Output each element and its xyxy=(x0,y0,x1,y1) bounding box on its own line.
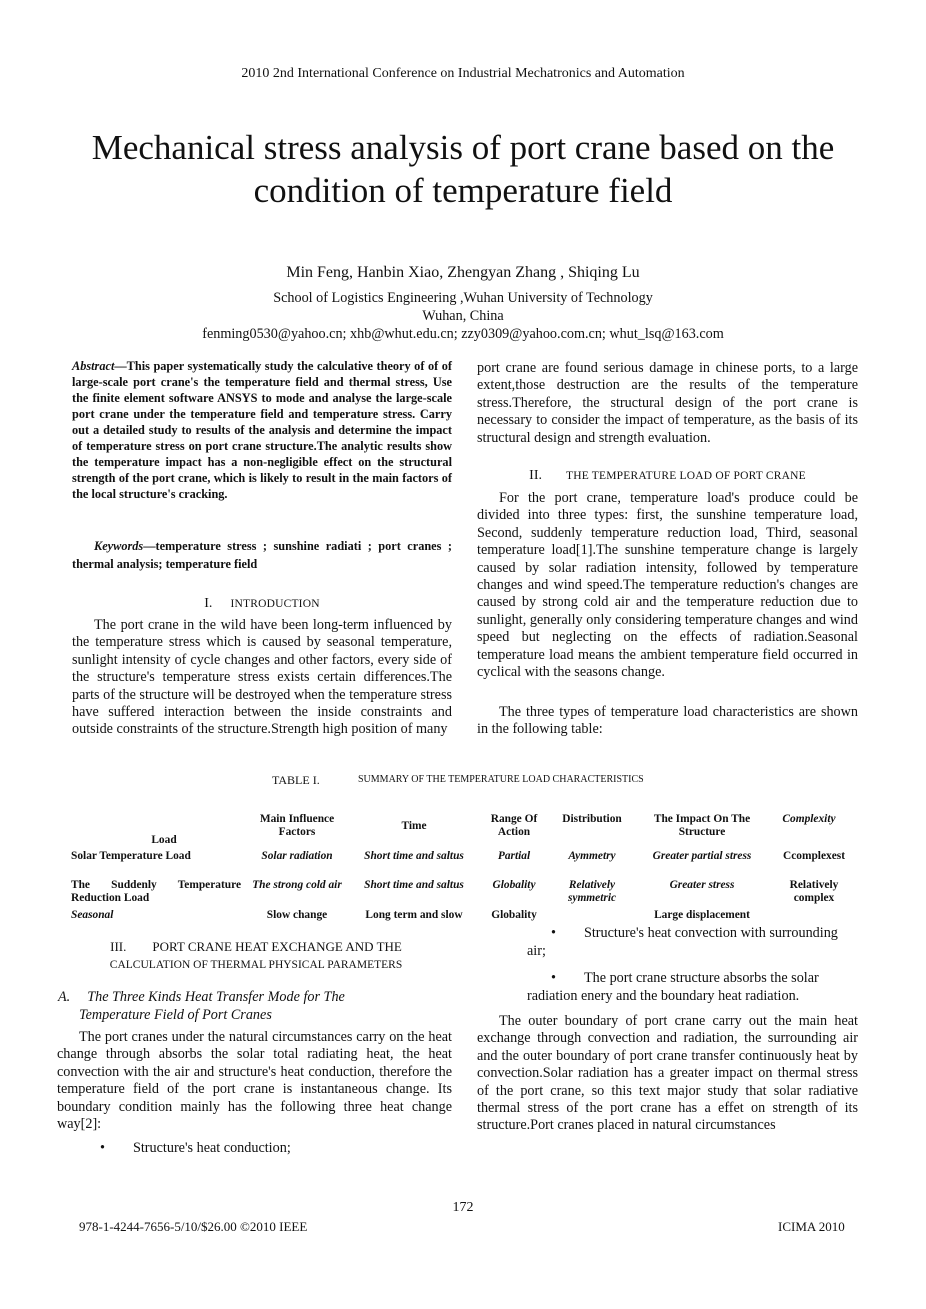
bullet-icon: • xyxy=(551,925,556,941)
title-line-2: condition of temperature field xyxy=(253,171,673,210)
author-list: Min Feng, Hanbin Xiao, Zhengyan Zhang , Shiqing Lu xyxy=(286,264,640,281)
section-heading-heat-exchange xyxy=(56,937,456,975)
header-range-of-action xyxy=(469,813,559,839)
bullet-text: The port crane structure absorbs the solar xyxy=(583,970,819,986)
bullet-item-2 xyxy=(527,925,872,960)
row2-distribution xyxy=(547,879,637,905)
row2-distribution-line1: Relatively xyxy=(568,879,616,891)
section3-paragraph-2: The outer boundary of port crane carry out the main heat exchange through convection and radiation, the surrounding air and the outer boundary of port crane transfer continuously heat by convection.Solar radiation has a greater impact on thermal stress of the port crane, so this text major study that solar radiative thermal stress of the port crane has a effet on strength of its structure.Port cranes placed in natural circumstances xyxy=(477,1013,858,1134)
introduction-continued: port crane are found serious damage in chinese ports, to a large extent,those destruction are the results of the temperature stress.Therefore, the structural design of the port crane is necessary to consider the impact of temperature, as the basis of its structural design and strength evaluation. xyxy=(477,360,858,446)
row3-impact: Large displacement xyxy=(654,909,750,921)
bullet-text: Structure's heat conduction; xyxy=(132,1140,291,1156)
row2-complexity-line2: complex xyxy=(793,892,835,904)
section-title: THE TEMPERATURE LOAD OF PORT CRANE xyxy=(565,470,806,482)
row2-load-line1: The Suddenly Temperature xyxy=(71,879,241,891)
bullet-text-cont: air; xyxy=(527,943,546,959)
row2-complexity-line1: Relatively xyxy=(789,879,839,891)
header-complexity: Complexity xyxy=(782,813,836,825)
section3-heading-line2: CALCULATION OF THERMAL PHYSICAL PARAMETERS xyxy=(109,959,403,971)
row1-range: Partial xyxy=(497,850,531,862)
table-caption xyxy=(272,773,644,788)
row1-complexity: Ccomplexest xyxy=(783,850,845,862)
row2-load-line2: Reduction Load xyxy=(71,892,150,904)
introduction-paragraph: The port crane in the wild have been long-term influenced by the temperature stress which is caused by seasonal temperature, sunlight intensity of cycle changes and other factors, every side of the structure's temperature stress exists certain differences.The parts of the structure will be destroyed when the temperature stress have suffered interaction between the inside constraints and outside constraints of the structure.Strength high position of many xyxy=(72,617,452,738)
header-impact xyxy=(637,813,767,839)
abstract xyxy=(72,358,452,502)
header-load: Load xyxy=(151,834,177,846)
keywords xyxy=(72,537,452,573)
section-number: II. xyxy=(529,468,542,483)
header-text: Factors xyxy=(278,826,316,838)
abstract-text: —This paper systematically study the calculative theory of of of large-scale port crane's the temperature field and thermal stress, Use the finite element software ANSYS to mode and analyse the large-scale port crane under the temperature field and temperature stress. Carry out a detailed study to results of the analysis and determine the impact of temperature stress on port crane structure.The analytic results show the temperature impact has a non-negligible effect on the structural strength of the port crane, which is likely to result in the main factors of the local structure's cracking. xyxy=(72,359,452,501)
row3-factors: Slow change xyxy=(266,909,328,921)
row1-impact: Greater partial stress xyxy=(652,850,752,862)
row2-load xyxy=(71,879,241,905)
bullet-icon: • xyxy=(100,1140,105,1156)
header-text: Range Of xyxy=(490,813,538,825)
subsection-title-line1: The Three Kinds Heat Transfer Mode for The xyxy=(87,989,345,1005)
keywords-text: —temperature stress ; sunshine radiati ; port cranes ; thermal analysis; temperature field xyxy=(72,539,452,571)
header-distribution: Distribution xyxy=(562,813,622,825)
bullet-item-1 xyxy=(100,1140,291,1157)
row3-time: Long term and slow xyxy=(365,909,463,921)
row3-load: Seasonal xyxy=(71,909,114,921)
row2-time: Short time and saltus xyxy=(364,879,464,891)
header-main-influence xyxy=(237,813,357,839)
row2-distribution-line2: symmetric xyxy=(567,892,617,904)
section3-paragraph-1: The port cranes under the natural circumstances carry on the heat change through absorbs the solar total radiating heat, the heat convection with the air and structure's heat conduction, therefore the temperature field of the port crane is instantaneous change. Its boundary condition mainly has the following three heat change way[2]: xyxy=(57,1029,452,1133)
row2-range: Globality xyxy=(492,879,536,891)
header-text: Structure xyxy=(678,826,726,838)
emails: fenming0530@yahoo.cn; xhb@whut.edu.cn; zzy0309@yahoo.com.cn; whut_lsq@163.com xyxy=(202,326,724,342)
section-number: I. xyxy=(204,596,213,611)
row1-distribution: Aymmetry xyxy=(568,850,616,862)
header-text: Main Influence xyxy=(259,813,335,825)
bullet-text: Structure's heat convection with surrounding xyxy=(583,925,838,941)
row1-time: Short time and saltus xyxy=(364,850,464,862)
section-title: INTRODUCTION xyxy=(230,598,320,610)
bullet-item-3 xyxy=(527,970,872,1005)
subsection-title-line2: Temperature Field of Port Cranes xyxy=(79,1007,272,1023)
section-heading-temperature-load xyxy=(477,468,858,484)
section-heading-introduction xyxy=(72,596,452,612)
header-time: Time xyxy=(401,820,427,832)
isbn-footer: 978-1-4244-7656-5/10/$26.00 ©2010 IEEE xyxy=(79,1219,308,1234)
header-text: The Impact On The xyxy=(653,813,751,825)
table-caption-number: TABLE I. xyxy=(272,773,320,787)
location: Wuhan, China xyxy=(422,308,504,324)
row2-complexity xyxy=(764,879,864,905)
abstract-label: Abstract xyxy=(72,359,115,373)
table-caption-text: SUMMARY OF THE TEMPERATURE LOAD CHARACTERISTICS xyxy=(358,774,644,785)
subsection-label: A. xyxy=(58,989,71,1005)
venue-footer: ICIMA 2010 xyxy=(778,1219,845,1234)
bullet-text-cont: radiation enery and the boundary heat radiation. xyxy=(527,988,800,1004)
row2-impact: Greater stress xyxy=(669,879,735,891)
subsection-a-heading xyxy=(58,988,458,1024)
conference-header: 2010 2nd International Conference on Industrial Mechatronics and Automation xyxy=(241,66,685,81)
page-number: 172 xyxy=(452,1200,474,1215)
row2-factors: The strong cold air xyxy=(252,879,342,891)
paper-title xyxy=(40,126,886,212)
section2-paragraph-1: For the port crane, temperature load's produce could be divided into three types: first, the sunshine temperature load, Second, suddenly temperature reduction load, Third, seasonal temperature load[1].The sunshine temperature change is largely caused by solar radiation intensity, followed by temperature changes and wind speed.The temperature reduction's changes are caused by strong cold air and the temperature reduction due to sunlight, generally only considering temperature changes and wind speed but neglecting on the effects of radiation.Seasonal temperature load means the ambient temperature field occurred in cyclical with the seasons change. xyxy=(477,490,858,681)
keywords-label: Keywords xyxy=(94,539,144,553)
section2-paragraph-2: The three types of temperature load characteristics are shown in the following table: xyxy=(477,704,858,738)
section3-heading-line1: III. PORT CRANE HEAT EXCHANGE AND THE xyxy=(110,939,402,954)
header-text: Action xyxy=(497,826,531,838)
bullet-icon: • xyxy=(551,970,556,986)
row1-load: Solar Temperature Load xyxy=(71,850,191,862)
row1-factors: Solar radiation xyxy=(261,850,333,862)
row3-range: Globality xyxy=(491,909,537,921)
title-line-1: Mechanical stress analysis of port crane based on the xyxy=(91,128,835,167)
affiliation: School of Logistics Engineering ,Wuhan University of Technology xyxy=(273,290,653,306)
affiliation-block xyxy=(0,289,926,343)
